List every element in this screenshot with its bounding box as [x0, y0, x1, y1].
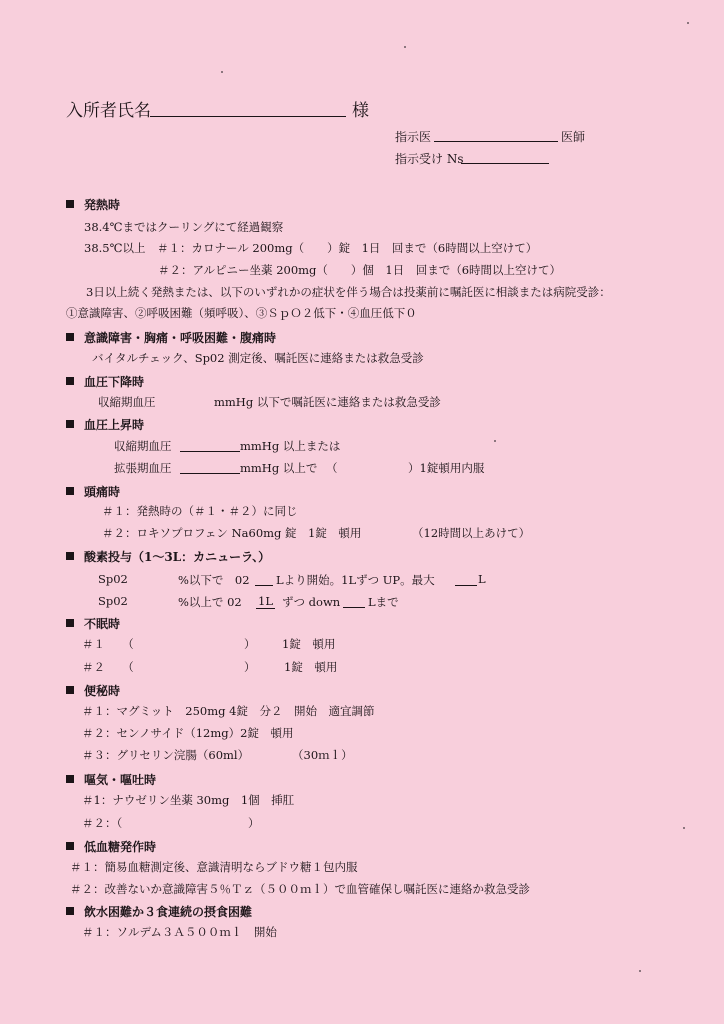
oxygen-line-1-text: %以下で 02 — [178, 573, 250, 587]
oxygen-line-1-label: Sp02 — [98, 572, 128, 586]
bp-high-systolic-label: 収縮期血圧 — [114, 439, 172, 453]
bullet-square-icon — [66, 487, 74, 495]
insomnia-row-2-open: ＃２ （ — [82, 660, 134, 674]
oxygen-line-2-text: %以上で 02 — [178, 595, 242, 609]
honorific: 様 — [352, 101, 369, 121]
insomnia-row-1-dose: 1錠 頓用 — [282, 637, 336, 651]
fever-line-5: ①意識障害、②呼吸困難（頻呼吸）、③ＳｐＯ２低下・④血圧低下０ — [66, 306, 417, 320]
bp-high-diastolic-label: 拡張期血圧 — [114, 461, 172, 475]
bp-high-diastolic-text: mmHg 以上で — [240, 461, 318, 475]
scan-speck — [404, 46, 406, 48]
scan-speck — [221, 71, 223, 73]
fever-line-4: 3日以上続く発熱または、以下のいずれかの症状を伴う場合は投薬前に嘱託医に相談または病院受診： — [86, 285, 611, 299]
section-hypoglycemia-title: 低血糖発作時 — [66, 838, 156, 855]
bp-low-label: 収縮期血圧 — [98, 395, 156, 409]
oxygen-start-blank — [255, 585, 273, 586]
bullet-square-icon — [66, 333, 74, 341]
headache-line-2: ＃２：ロキソプロフェン Na60mg 錠 1錠 頓用 — [102, 526, 362, 540]
scan-speck — [494, 440, 496, 442]
insomnia-row-1-close: ） — [244, 637, 256, 651]
consciousness-line-1: バイタルチェック、Sp02 測定後、嘱託医に連絡または救急受診 — [92, 351, 424, 365]
section-oxygen-title: 酸素投与（1～3L：カニューラ、） — [66, 548, 270, 565]
oxygen-line-2-end: Lまで — [368, 595, 399, 609]
section-bp-low-title: 血圧下降時 — [66, 373, 144, 390]
oxygen-line-1-end: L — [478, 572, 486, 586]
nausea-line-2-close: ） — [248, 816, 260, 830]
bp-high-med-close: ）1錠頓用内服 — [408, 461, 485, 475]
receiver-label: 指示受け Ns — [395, 152, 464, 166]
doctor-suffix: 医師 — [561, 130, 586, 144]
intake-line-1: ＃１：ソルデム３Ａ５００ｍｌ 開始 — [82, 925, 277, 939]
bp-low-instruction: mmHg 以下で嘱託医に連絡または救急受診 — [214, 395, 441, 409]
constipation-line-3: ＃３：グリセリン浣腸（60ml） — [82, 748, 250, 762]
diastolic-blank — [180, 473, 240, 474]
section-constipation-title: 便秘時 — [66, 682, 120, 699]
bullet-square-icon — [66, 686, 74, 694]
oxygen-line-2-label: Sp02 — [98, 594, 128, 608]
section-insomnia-title: 不眠時 — [66, 615, 120, 632]
oxygen-step-value: 1L — [258, 594, 273, 608]
scan-speck — [683, 827, 685, 829]
systolic-blank — [180, 451, 240, 452]
bp-high-med-open: （ — [326, 461, 338, 475]
bullet-square-icon — [66, 619, 74, 627]
headache-line-2-note: （12時間以上あけて） — [412, 526, 531, 540]
patient-name-label: 入所者氏名 — [66, 101, 151, 121]
receiver-line — [461, 163, 549, 164]
insomnia-row-2-close: ） — [244, 660, 256, 674]
section-consciousness-title: 意識障害・胸痛・呼吸困難・腹痛時 — [66, 329, 276, 346]
scan-speck — [639, 970, 641, 972]
fever-line-3: ＃２：アルピニー坐薬 200mg（ ）個 1日 回まで（6時間以上空けて） — [158, 263, 562, 277]
bullet-square-icon — [66, 420, 74, 428]
section-fever-title: 発熱時 — [66, 196, 120, 213]
section-nausea-title: 嘔気・嘔吐時 — [66, 771, 156, 788]
oxygen-max-blank — [455, 585, 477, 586]
bullet-square-icon — [66, 842, 74, 850]
bp-high-systolic-text: mmHg 以上または — [240, 439, 341, 453]
constipation-line-2: ＃２：センノサイド（12mg）2錠 頓用 — [82, 726, 294, 740]
headache-line-1: ＃１：発熱時の（＃１・＃２）に同じ — [102, 504, 298, 518]
fever-line-2: 38.5℃以上 ＃１：カロナール 200mg（ ）錠 1日 回まで（6時間以上空けて） — [84, 241, 538, 255]
hypoglycemia-line-1: ＃１：簡易血糖測定後、意識清明ならブドウ糖１包内服 — [70, 860, 358, 874]
insomnia-row-1-open: ＃１ （ — [82, 637, 134, 651]
constipation-line-3-note: （30ｍｌ） — [292, 748, 353, 762]
bullet-square-icon — [66, 907, 74, 915]
oxygen-min-blank — [343, 607, 365, 608]
fever-line-1: 38.4℃まではクーリングにて経過観察 — [84, 220, 284, 234]
constipation-line-1: ＃１：マグミット 250mg 4錠 分２ 開始 適宜調節 — [82, 704, 375, 718]
oxygen-line-2-mid: ずつ down — [282, 595, 341, 609]
patient-name-line — [150, 116, 346, 117]
nausea-line-1: ＃1：ナウゼリン坐薬 30mg 1個 挿肛 — [82, 793, 295, 807]
doctor-label: 指示医 — [395, 130, 432, 144]
section-headache-title: 頭痛時 — [66, 483, 120, 500]
bullet-square-icon — [66, 200, 74, 208]
doctor-line — [434, 141, 558, 142]
bullet-square-icon — [66, 377, 74, 385]
hypoglycemia-line-2: ＃２：改善ないか意識障害５％Ｔｚ（５００ｍｌ）で血管確保し嘱託医に連絡か救急受診 — [70, 882, 530, 896]
nausea-line-2-open: ＃２：（ — [82, 816, 123, 830]
oxygen-line-1-mid: Lより開始。1Lずつ UP。最大 — [276, 573, 435, 587]
section-intake-title: 飲水困難か３食連続の摂食困難 — [66, 903, 252, 920]
section-bp-high-title: 血圧上昇時 — [66, 416, 144, 433]
bullet-square-icon — [66, 552, 74, 560]
scan-speck — [687, 22, 689, 24]
bullet-square-icon — [66, 775, 74, 783]
insomnia-row-2-dose: 1錠 頓用 — [284, 660, 338, 674]
